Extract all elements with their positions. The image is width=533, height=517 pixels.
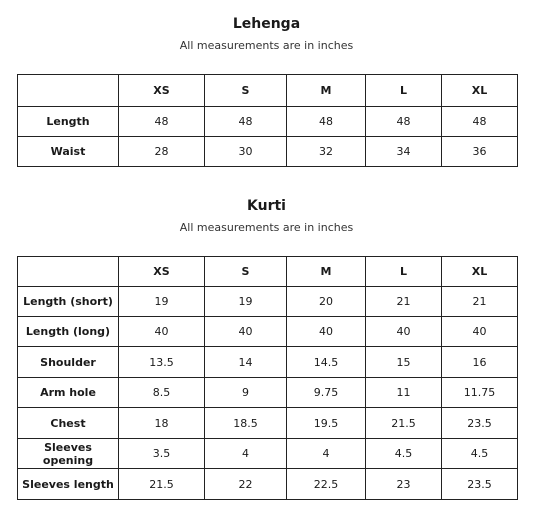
table-cell: 19.5 <box>287 408 366 439</box>
table-cell: 11.75 <box>442 378 518 408</box>
table-cell: 18.5 <box>205 408 287 439</box>
row-label: Length (short) <box>18 287 119 317</box>
table-cell: 21 <box>442 287 518 317</box>
table-cell: 48 <box>287 107 366 137</box>
row-label: Shoulder <box>18 347 119 378</box>
table-row <box>18 347 518 378</box>
table-cell: 48 <box>442 107 518 137</box>
lehenga-title: Lehenga <box>232 16 301 32</box>
table-cell: 19 <box>205 287 287 317</box>
table-cell: 48 <box>119 107 205 137</box>
header-cell-m: M <box>287 75 366 107</box>
table-cell: 30 <box>205 137 287 167</box>
table-cell: 19 <box>119 287 205 317</box>
header-cell-xl: XL <box>442 257 518 287</box>
table-row <box>18 469 518 500</box>
header-cell-l: L <box>366 75 442 107</box>
table-cell: 28 <box>119 137 205 167</box>
table-cell: 4.5 <box>442 439 518 469</box>
header-cell-xs: XS <box>119 257 205 287</box>
header-cell-m: M <box>287 257 366 287</box>
table-row <box>18 107 518 137</box>
table-row <box>18 317 518 347</box>
row-label: Sleeves length <box>18 469 119 500</box>
header-cell-blank <box>18 75 119 107</box>
table-cell: 20 <box>287 287 366 317</box>
table-row <box>18 287 518 317</box>
table-cell: 34 <box>366 137 442 167</box>
table-cell: 9.75 <box>287 378 366 408</box>
header-cell-blank <box>18 257 119 287</box>
table-cell: 14.5 <box>287 347 366 378</box>
kurti-size-table <box>17 256 518 500</box>
table-cell: 40 <box>287 317 366 347</box>
table-cell: 13.5 <box>119 347 205 378</box>
lehenga-subtitle: All measurements are in inches <box>179 39 354 52</box>
row-label: Sleeves opening <box>18 439 119 469</box>
table-cell: 11 <box>366 378 442 408</box>
table-cell: 23.5 <box>442 469 518 500</box>
header-cell-l: L <box>366 257 442 287</box>
table-cell: 36 <box>442 137 518 167</box>
table-cell: 21.5 <box>366 408 442 439</box>
kurti-subtitle: All measurements are in inches <box>179 221 354 234</box>
row-label: Waist <box>18 137 119 167</box>
header-cell-s: S <box>205 75 287 107</box>
kurti-title: Kurti <box>247 198 286 214</box>
lehenga-size-table <box>17 74 518 167</box>
table-header-row <box>18 257 518 287</box>
table-cell: 9 <box>205 378 287 408</box>
table-cell: 40 <box>119 317 205 347</box>
table-cell: 3.5 <box>119 439 205 469</box>
row-label: Arm hole <box>18 378 119 408</box>
table-cell: 15 <box>366 347 442 378</box>
table-cell: 40 <box>205 317 287 347</box>
table-row <box>18 439 518 469</box>
table-row <box>18 137 518 167</box>
table-cell: 14 <box>205 347 287 378</box>
table-cell: 23 <box>366 469 442 500</box>
header-cell-xs: XS <box>119 75 205 107</box>
table-cell: 22.5 <box>287 469 366 500</box>
header-cell-xl: XL <box>442 75 518 107</box>
table-cell: 22 <box>205 469 287 500</box>
table-cell: 21 <box>366 287 442 317</box>
table-cell: 16 <box>442 347 518 378</box>
row-label: Length <box>18 107 119 137</box>
table-header-row <box>18 75 518 107</box>
table-cell: 4 <box>287 439 366 469</box>
table-cell: 8.5 <box>119 378 205 408</box>
table-row <box>18 378 518 408</box>
table-cell: 40 <box>442 317 518 347</box>
table-cell: 18 <box>119 408 205 439</box>
table-cell: 40 <box>366 317 442 347</box>
table-row <box>18 408 518 439</box>
table-cell: 48 <box>205 107 287 137</box>
table-cell: 4 <box>205 439 287 469</box>
table-cell: 23.5 <box>442 408 518 439</box>
header-cell-s: S <box>205 257 287 287</box>
row-label: Length (long) <box>18 317 119 347</box>
row-label: Chest <box>18 408 119 439</box>
table-cell: 4.5 <box>366 439 442 469</box>
table-cell: 21.5 <box>119 469 205 500</box>
table-cell: 48 <box>366 107 442 137</box>
table-cell: 32 <box>287 137 366 167</box>
